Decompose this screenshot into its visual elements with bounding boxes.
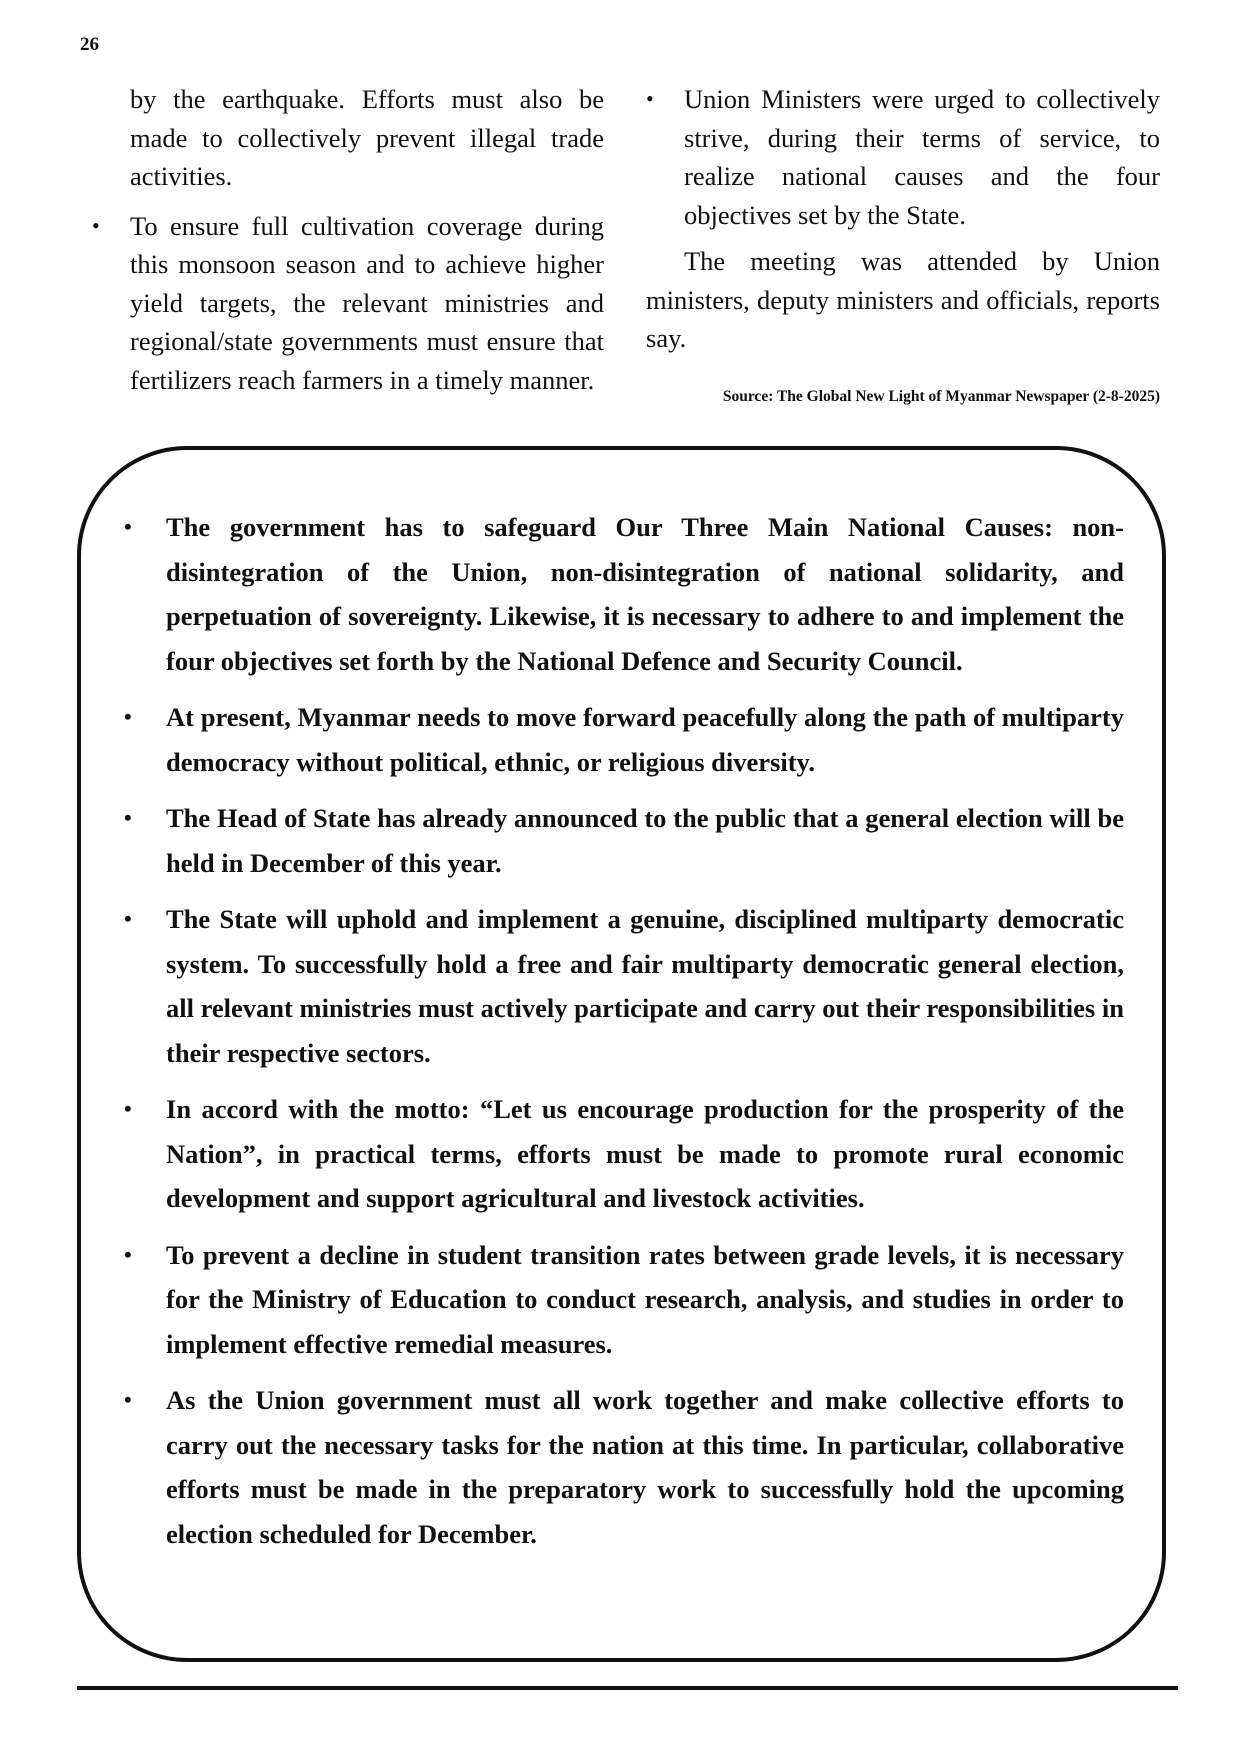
callout-item (124, 505, 1124, 683)
bullet-icon: • (124, 906, 132, 931)
callout-item (124, 897, 1124, 1075)
callout-item-text: As the Union government must all work together and make collective efforts to carry out the necessary tasks for the nation at this time. In particular, collaborative efforts must be made in the preparatory work to successfully hold the upcoming election scheduled for December. (166, 1385, 1124, 1549)
callout-item-text: At present, Myanmar needs to move forward peacefully along the path of multiparty democracy without political, ethnic, or religious diversity. (166, 702, 1124, 777)
callout-item (124, 796, 1124, 885)
bullet-icon: • (92, 212, 100, 238)
left-continuation-paragraph: by the earthquake. Efforts must also be made to collectively prevent illegal trade activities. (130, 84, 604, 191)
bullet-icon: • (124, 704, 132, 729)
callout-item (124, 695, 1124, 784)
bullet-icon: • (124, 514, 132, 539)
callout-item (124, 1233, 1124, 1367)
callout-item (124, 1087, 1124, 1221)
bullet-icon: • (124, 1241, 132, 1267)
left-column (92, 80, 604, 407)
callout-list (124, 505, 1124, 1568)
left-bullet-item (92, 207, 604, 400)
source-citation: Source: The Global New Light of Myanmar Newspaper (2-8-2025) (722, 388, 1160, 405)
page-number: 26 (80, 34, 99, 55)
bullet-icon: • (124, 805, 132, 830)
bullet-icon: • (646, 86, 654, 111)
right-bullet-item (646, 80, 1160, 234)
bullet-icon: • (124, 1096, 132, 1121)
callout-item-text: The Head of State has already announced to the public that a general election will be held in December of this year. (166, 803, 1124, 878)
callout-item-text: In accord with the motto: “Let us encourage production for the prosperity of the Nation”, in practical terms, efforts must be made to promote rural economic development and support agricultural and livestock activities. (166, 1094, 1124, 1213)
right-column (646, 80, 1160, 358)
callout-item-text: The State will uphold and implement a genuine, disciplined multiparty democratic system. To successfully hold a free and fair multiparty democratic general election, all relevant ministries must actively participate and carry out their responsibilities in their respective sectors. (166, 904, 1124, 1068)
bottom-rule (77, 1686, 1178, 1690)
callout-item-text: To prevent a decline in student transition rates between grade levels, it is necessary for the Ministry of Education to conduct research, analysis, and studies in order to implement effective remedial measures. (166, 1239, 1124, 1359)
right-paragraph: The meeting was attended by Union ministers, deputy ministers and officials, reports say. (646, 246, 1160, 353)
bullet-icon: • (124, 1387, 132, 1412)
callout-item (124, 1378, 1124, 1556)
right-bullet-text: Union Ministers were urged to collectively strive, during their terms of service, to realize national causes and the four objectives set by the State. (684, 84, 1160, 230)
left-bullet-text: To ensure full cultivation coverage during this monsoon season and to achieve higher yield targets, the relevant ministries and regional/state governments must ensure that fertilizers reach farmers in a timely manner. (130, 210, 604, 395)
callout-item-text: The government has to safeguard Our Three Main National Causes: non-disintegration of the Union, non-disintegration of national solidarity, and perpetuation of sovereignty. Likewise, it is necessary to adhere to and implement the four objectives set forth by the National Defence and Security Council. (166, 512, 1124, 676)
